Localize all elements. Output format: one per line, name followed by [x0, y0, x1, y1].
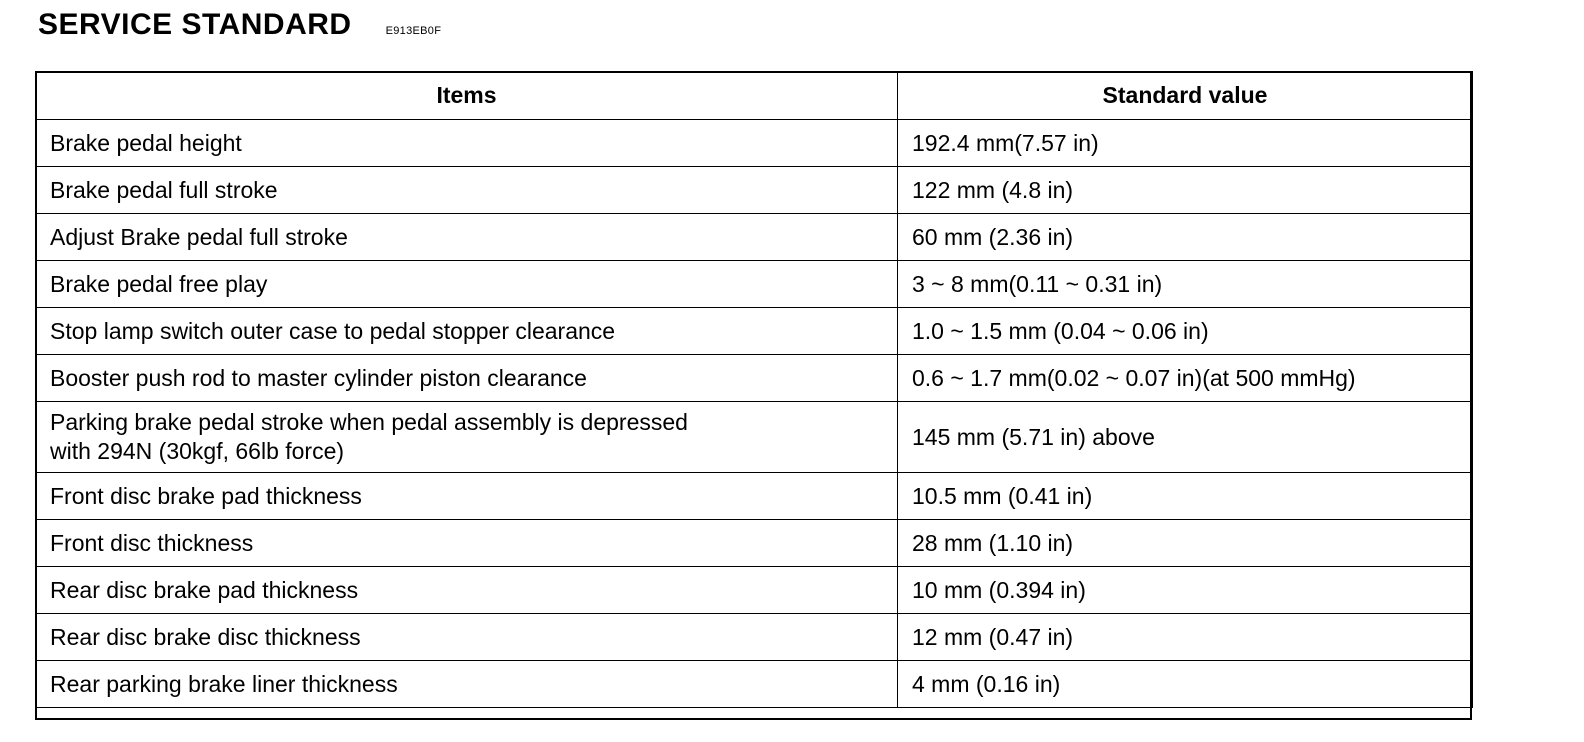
item-cell [36, 402, 898, 473]
table-row [36, 308, 1473, 355]
item-cell: Brake pedal free play [36, 261, 898, 308]
item-cell: Rear disc brake pad thickness [36, 567, 898, 614]
value-cell: 12 mm (0.47 in) [898, 614, 1473, 661]
value-cell: 28 mm (1.10 in) [898, 520, 1473, 567]
table-row [36, 167, 1473, 214]
table-row [36, 614, 1473, 661]
value-cell: 3 ~ 8 mm(0.11 ~ 0.31 in) [898, 261, 1473, 308]
table-row [36, 402, 1473, 473]
value-cell: 122 mm (4.8 in) [898, 167, 1473, 214]
item-cell: Front disc brake pad thickness [36, 473, 898, 520]
value-cell: 145 mm (5.71 in) above [898, 402, 1473, 473]
table-row [36, 214, 1473, 261]
page-title: SERVICE STANDARD [38, 8, 352, 41]
table-row [36, 355, 1473, 402]
table-row [36, 567, 1473, 614]
document-code: E913EB0F [385, 25, 442, 37]
table-row [36, 520, 1473, 567]
service-standard-table [35, 71, 1473, 708]
item-cell: Front disc thickness [36, 520, 898, 567]
item-cell: Brake pedal full stroke [36, 167, 898, 214]
column-header-items: Items [36, 72, 898, 120]
value-cell: 4 mm (0.16 in) [898, 661, 1473, 708]
item-cell-line-1: Parking brake pedal stroke when pedal assembly is depressed [50, 409, 688, 435]
item-cell: Stop lamp switch outer case to pedal stopper clearance [36, 308, 898, 355]
value-cell: 192.4 mm(7.57 in) [898, 120, 1473, 167]
value-cell: 10.5 mm (0.41 in) [898, 473, 1473, 520]
item-cell: Rear disc brake disc thickness [36, 614, 898, 661]
value-cell: 10 mm (0.394 in) [898, 567, 1473, 614]
item-cell: Rear parking brake liner thickness [36, 661, 898, 708]
item-cell: Brake pedal height [36, 120, 898, 167]
table-row [36, 261, 1473, 308]
item-cell: Booster push rod to master cylinder piston clearance [36, 355, 898, 402]
table-row [36, 473, 1473, 520]
item-cell-line-2: with 294N (30kgf, 66lb force) [50, 438, 345, 464]
table-row [36, 661, 1473, 708]
item-cell: Adjust Brake pedal full stroke [36, 214, 898, 261]
table-header-row [36, 72, 1473, 120]
table-row [36, 120, 1473, 167]
value-cell: 60 mm (2.36 in) [898, 214, 1473, 261]
value-cell: 0.6 ~ 1.7 mm(0.02 ~ 0.07 in)(at 500 mmHg) [898, 355, 1473, 402]
page-heading [38, 8, 441, 48]
column-header-standard-value: Standard value [898, 72, 1473, 120]
value-cell: 1.0 ~ 1.5 mm (0.04 ~ 0.06 in) [898, 308, 1473, 355]
